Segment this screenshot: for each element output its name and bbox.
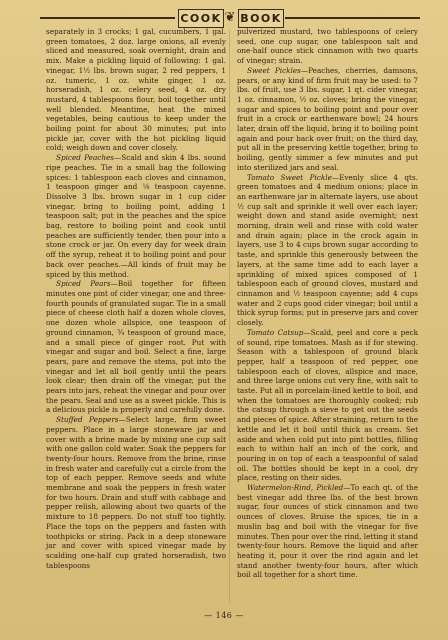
recipe-stuffed-peppers	[46, 415, 226, 570]
recipe-text: —Scald and skin 4 lbs. sound ripe peaches. Tie in a small bag the following spices: 1 tablespoon each cloves and cinnamon, 1 teaspoon ginger and ⅛ teaspoon cayenne. Dissolve 3 lbs. brown sugar in 1 cup cider vinegar, bring to boiling point, adding 1 teaspoon salt; put in the peaches and the spice bag, restore to boiling point and cook until peaches are sufficiently tender, then pour into a stone crock or jar. On every day for week drain off the syrup, reheat it to boiling point and pour back over peaches.—All kinds of fruit may be spiced by this method.	[46, 153, 226, 279]
recipe-sweet-pickles	[237, 66, 418, 173]
recipe-spiced-pears	[46, 279, 226, 415]
paragraph-text: separately in 3 crocks; 1 gal, cucumbers, 1 gal. green tomatoes, 2 doz. large onions, all evenly sliced and measured, soak overnight, drain and mix. Make a pickling liquid of following: 1 gal. vinegar, 1½ lbs. brown sugar, 2 red peppers, 1 oz. tumeric, 1 oz. white ginger, 1 oz. horseradish, 1 oz. celery seed, 4 oz. dry mustard, 4 tablespoons flour, boil together until well blended. Meantime, heat the mixed vegetables, being cautious to keep under the boiling point for about 30 minutes; put into pickle jar, cover with the hot pickling liquid cold; weigh down and cover closely.	[46, 27, 226, 153]
recipe-text: —Select large, firm sweet peppers. Place in a large stoneware jar and cover with a brine made by mixing one cup salt with one gallon cold water. Soak the peppers for twenty-four hours. Remove from the brine, rinse in fresh water and carefully cut a circle from the top of each pepper. Remove seeds and white membrane and soak the peppers in fresh water for two hours. Drain and stuff with cabbage and pepper relish, allowing about two quarts of the mixture to 18 peppers. Do not stuff too tightly. Place the tops on the peppers and fasten with toothpicks or string. Pack in a deep stoneware jar and cover with spiced vinegar made by scalding one-half cup grated horseradish, two tablespoons	[46, 415, 226, 570]
recipe-tomato-sweet-pickle	[237, 173, 418, 328]
recipe-title: Spiced Pears	[56, 279, 111, 289]
left-column	[46, 27, 226, 570]
column-divider	[229, 30, 230, 602]
recipe-title: Sweet Pickles	[247, 65, 301, 75]
recipe-title: Spiced Peaches	[56, 153, 115, 163]
recipe-text: —Boil together for fifteen minutes one pint of cider vinegar, one and three-fourth pounds of granulated sugar. Tie in a small piece of cheese cloth half a dozen whole cloves, one dozen whole allspice, one teaspoon of ground cinnamon, ¾ teaspoon of ground mace, and a small piece of ginger root. Put with vinegar and sugar and boil. Select a fine, large pears, pare and remove the stems, put into the vinegar and let all boil gently until the pears look clear; then drain off the vinegar, put the pears into jars, reheat the vinegar and pour over the pears. Seal and use as a sweet pickle. This is a delicious pickle is properly and carefully done.	[46, 279, 226, 415]
recipe-title: Tomato Catsup	[247, 327, 304, 337]
recipe-title: Tomato Sweet Pickle	[247, 172, 332, 182]
recipe-tomato-catsup	[237, 328, 418, 483]
recipe-title: Stuffed Peppers	[56, 415, 119, 425]
header-rule-left	[40, 17, 175, 19]
paragraph-continued	[237, 27, 418, 66]
recipe-text: —Scald, peel and core a peck of sound, ripe tomatoes. Mash as if for stewing. Season with a tablespoon of ground black pepper, half a teaspoon of red pepper, one tablespoon each of cloves, allspice and mace, and three large onions cut very fine, with salt to taste. Put all in porcelain-lined kettle to boil, and when the tomatoes are thoroughly cooked; rub the catsup through a sieve to get out the seeds and pieces of spice. After straining, return to the kettle and let it boil until thick as cream. Set aside and when cold put into pint bottles, filling each to within half an inch of the cork, and pouring in on top of each a teaspoonful of salad oil. The bottles should be kept in a cool, dry place, resting on their sides.	[237, 327, 418, 483]
page-header	[40, 8, 420, 28]
recipe-text: —Evenly slice 4 qts. green tomatoes and 4 medium onions; place in an earthenware jar in alternate layers, use about ½ cup salt and sprinkle it well over each layer; weight down and stand aside overnight; next morning, drain well and rinse with cold water and drain again; place in the crock again in layers, use 3 to 4 cups brown sugar according to taste, and sprinkle this generously between the layers, at the same time add to each layer a sprinkling of mixed spices composed of 1 tablespoon each of ground cloves, mustard and cinnamon and ½ teaspoon cayenne; add 4 cups water and 2 cups good cider vinegar; boil until a thick syrup forms; put in preserve jars and cover closely.	[237, 172, 418, 328]
recipe-title: Watermelon-Rind, Pickled	[247, 483, 344, 493]
header-title-book: BOOK	[238, 9, 284, 28]
header-rule-right	[285, 17, 420, 19]
recipe-text: —Peaches, cherries, damsons, pears, or any kind of firm fruit may be used: to 7 lbs. of fruit, use 3 lbs. sugar, 1 qt. cider vinegar, 1 oz. cinnamon, ½ oz. cloves; bring the vinegar, sugar and spices to boiling point and pour over fruit in a crock or earthenware bowl; 24 hours later, drain off the liquid, bring it to boiling point again and pour back over fruit; on the third day, put all in the preserving kettle together, bring to boiling, gently simmer a few minutes and put into sterilized jars and seal.	[237, 65, 418, 172]
recipe-watermelon-rind-pickled	[237, 483, 418, 580]
page-number: — 146 —	[204, 611, 244, 620]
paragraph-continued	[46, 27, 226, 153]
paragraph-text: pulverized mustard, two tablespoons of celery seed, one cup sugar, one tablespoon salt and one-half ounce stick cinnamon with two quarts of vinegar; strain.	[237, 27, 418, 66]
recipe-text: —To each qt. of the best vinegar add three lbs. of the best brown sugar, four ounces of stick cinnamon and two ounces of cloves. Bruise the spices, tie in a muslin bag and boil with the vinegar for five minutes. Then pour over the rind, letting it stand twenty-four hours. Remove the liquid and after heating it, pour it over the rind again and let stand another twenty-four hours, after which boil all together for a short time.	[237, 483, 418, 580]
recipe-spiced-peaches	[46, 153, 226, 279]
ornament-icon: ❦	[224, 10, 236, 25]
header-title-cook: COOK	[178, 9, 224, 28]
right-column	[237, 27, 418, 580]
